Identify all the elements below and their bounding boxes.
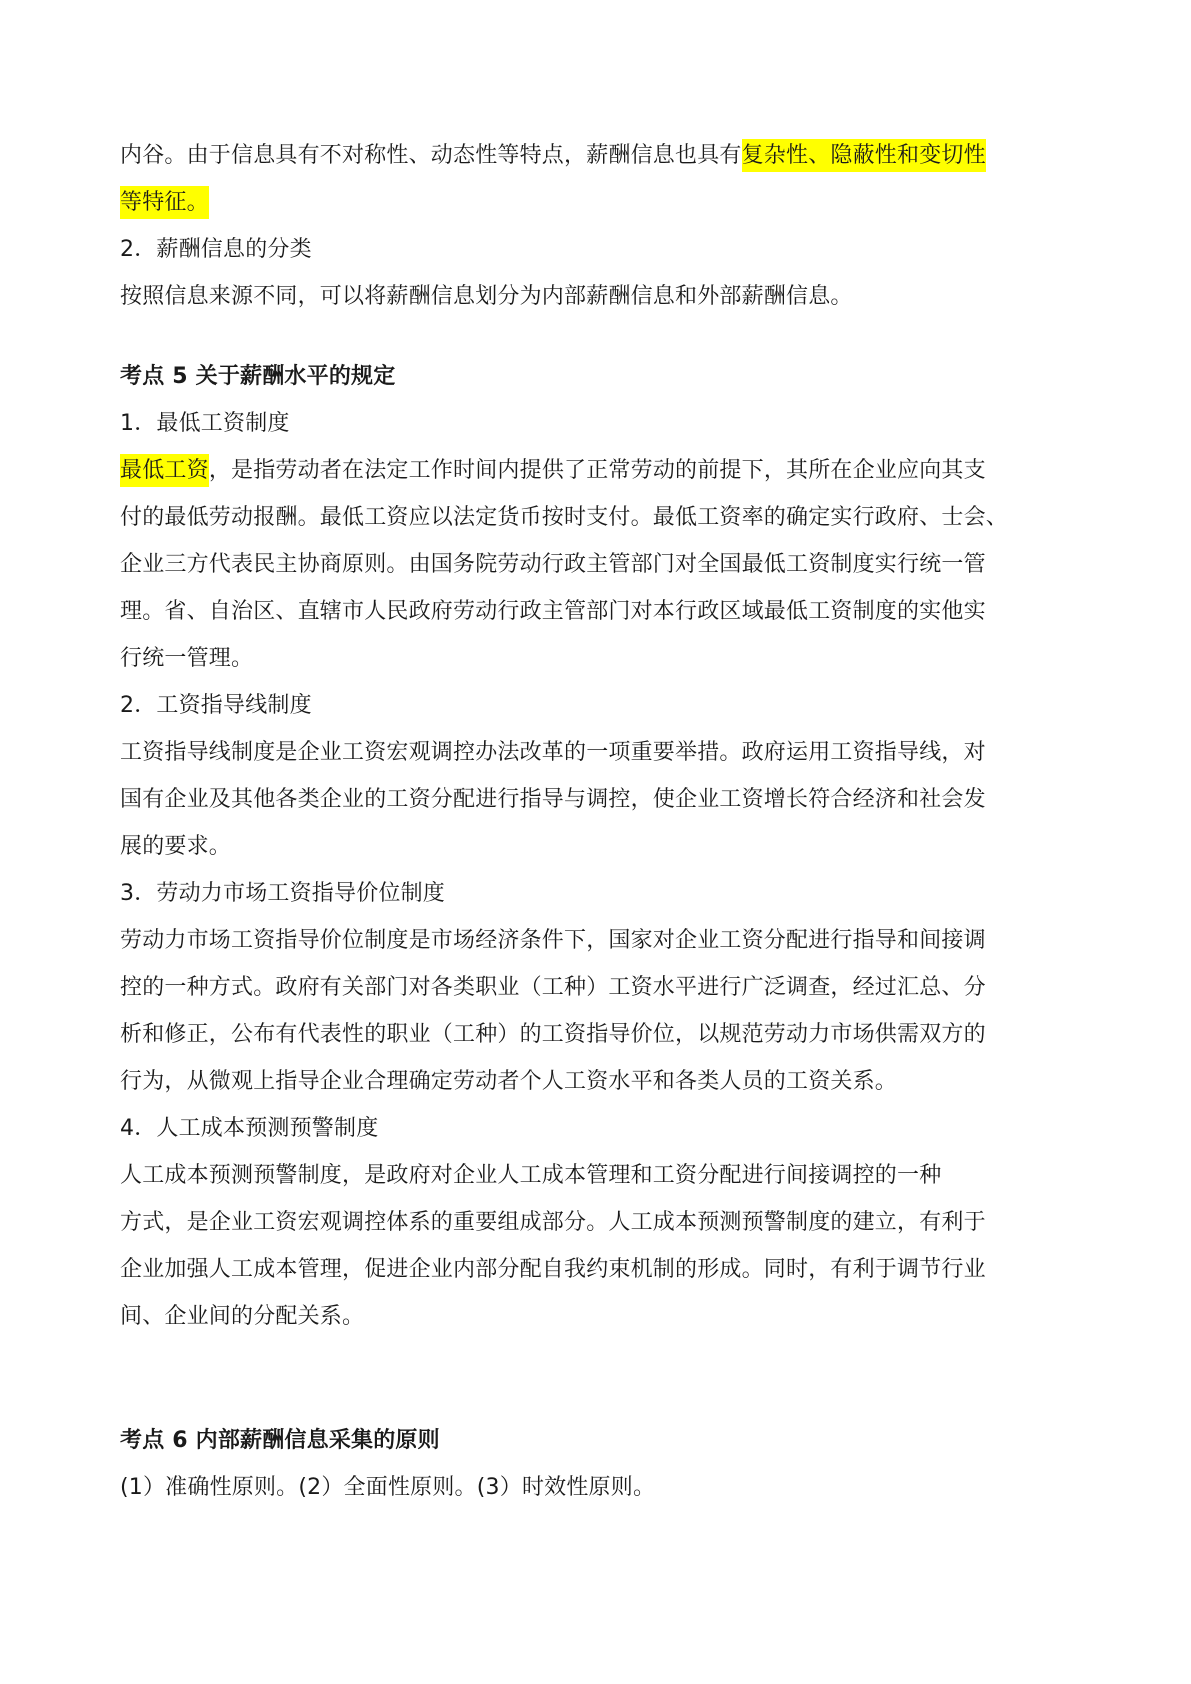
section-heading: 考点 6 内部薪酬信息采集的原则 xyxy=(120,1428,440,1453)
paragraph-line: 企业三方代表民主协商原则。由国务院劳动行政主管部门对全国最低工资制度实行统一管 xyxy=(120,552,986,577)
highlighted-text: 复杂性、隐蔽性和变切性 xyxy=(742,139,986,172)
section-salary-info xyxy=(120,132,1080,320)
paragraph-line: 人工成本预测预警制度，是政府对企业人工成本管理和工资分配进行间接调控的一种 xyxy=(120,1163,942,1188)
item-title: 3．劳动力市场工资指导价位制度 xyxy=(120,881,445,906)
section-internal-collection-principles xyxy=(120,1417,1080,1511)
item-title: 4．人工成本预测预警制度 xyxy=(120,1116,379,1141)
text-run: ，是指劳动者在法定工作时间内提供了正常劳动的前提下，其所在企业应向其支 xyxy=(208,458,986,483)
text-run: 内谷。由于信息具有不对称性、动态性等特点，薪酬信息也具有 xyxy=(120,143,742,168)
paragraph-line: 劳动力市场工资指导价位制度是市场经济条件下，国家对企业工资分配进行指导和间接调 xyxy=(120,928,986,953)
paragraph-line xyxy=(120,447,1080,494)
paragraph-line xyxy=(120,179,1080,226)
paragraph-line: 工资指导线制度是企业工资宏观调控办法改革的一项重要举措。政府运用工资指导线，对 xyxy=(120,740,986,765)
item-title: 1．最低工资制度 xyxy=(120,411,290,436)
paragraph-line xyxy=(120,132,1080,179)
paragraph-line: 按照信息来源不同，可以将薪酬信息划分为内部薪酬信息和外部薪酬信息。 xyxy=(120,284,853,309)
paragraph-line: 企业加强人工成本管理，促进企业内部分配自我约束机制的形成。同时，有利于调节行业 xyxy=(120,1257,986,1282)
highlighted-text: 等特征。 xyxy=(120,186,209,219)
highlighted-text: 最低工资 xyxy=(120,454,209,487)
section-heading: 考点 5 关于薪酬水平的规定 xyxy=(120,364,396,389)
paragraph-line: 付的最低劳动报酬。最低工资应以法定货币按时支付。最低工资率的确定实行政府、士会、 xyxy=(120,505,1009,530)
paragraph-line: 控的一种方式。政府有关部门对各类职业（工种）工资水平进行广泛调查，经过汇总、分 xyxy=(120,975,986,1000)
paragraph-line: 展的要求。 xyxy=(120,834,232,859)
paragraph-line: 析和修正，公布有代表性的职业（工种）的工资指导价位，以规范劳动力市场供需双方的 xyxy=(120,1022,986,1047)
item-title: 2．薪酬信息的分类 xyxy=(120,237,312,262)
paragraph-line: 理。省、自治区、直辖市人民政府劳动行政主管部门对本行政区域最低工资制度的实他实 xyxy=(120,599,986,624)
paragraph-line: 间、企业间的分配关系。 xyxy=(120,1304,365,1329)
paragraph-line: (1）准确性原则。(2）全面性原则。(3）时效性原则。 xyxy=(120,1475,656,1500)
item-title: 2．工资指导线制度 xyxy=(120,693,312,718)
section-salary-level-rules xyxy=(120,353,1080,1340)
paragraph-line: 国有企业及其他各类企业的工资分配进行指导与调控，使企业工资增长符合经济和社会发 xyxy=(120,787,986,812)
paragraph-line: 行统一管理。 xyxy=(120,646,254,671)
paragraph-line: 方式，是企业工资宏观调控体系的重要组成部分。人工成本预测预警制度的建立，有利于 xyxy=(120,1210,986,1235)
paragraph-line: 行为，从微观上指导企业合理确定劳动者个人工资水平和各类人员的工资关系。 xyxy=(120,1069,898,1094)
